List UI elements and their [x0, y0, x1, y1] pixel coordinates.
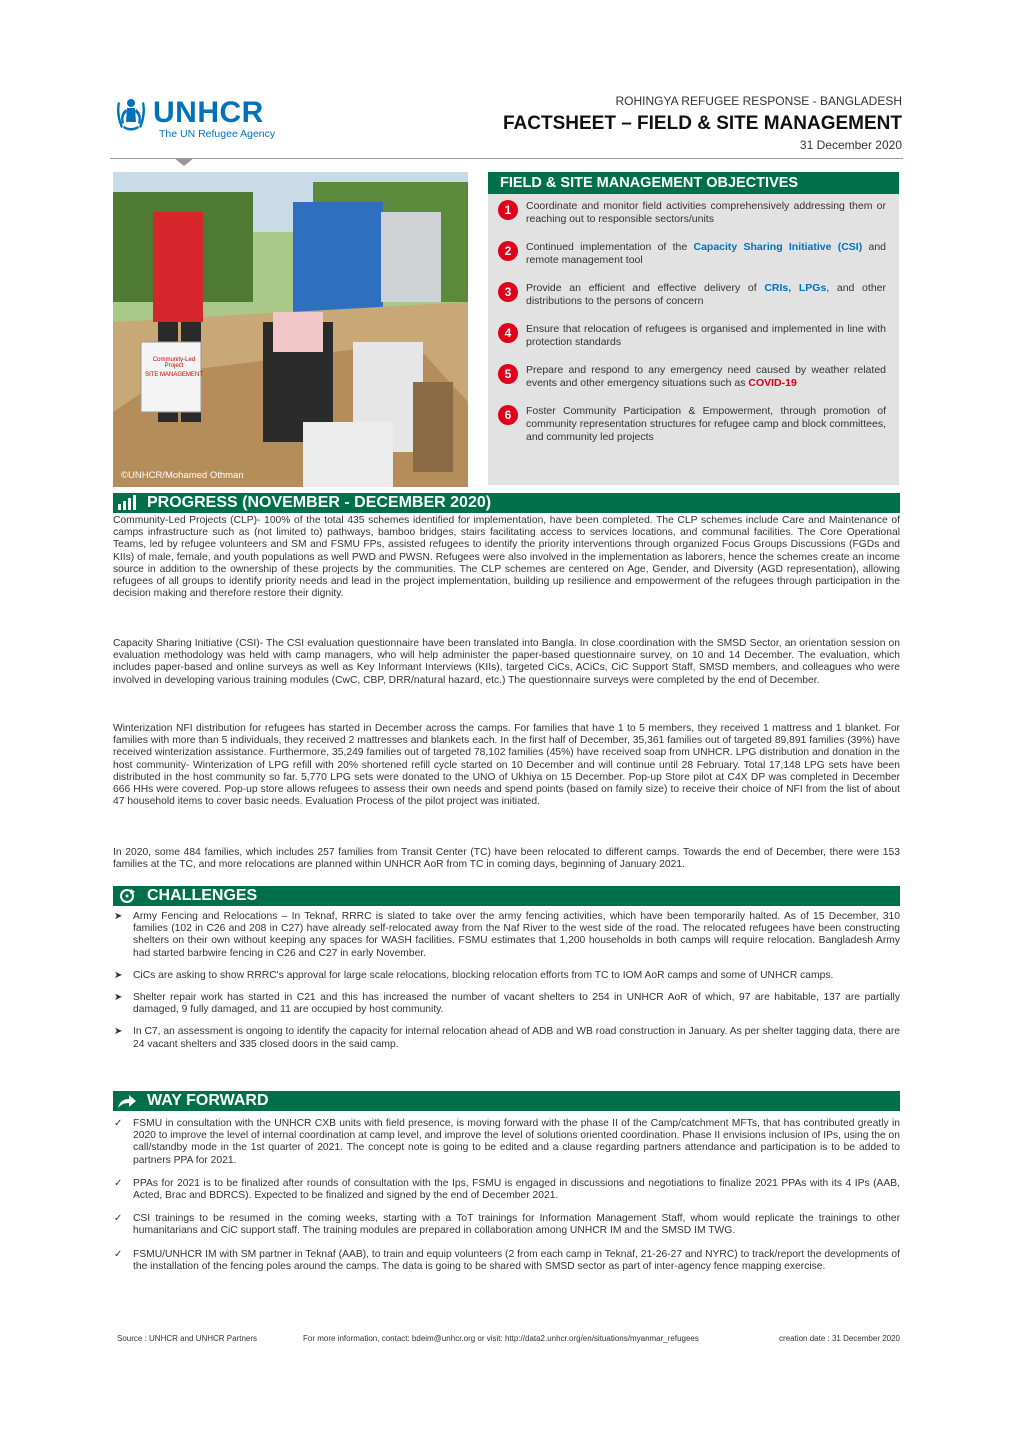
- objectives-heading: FIELD & SITE MANAGEMENT OBJECTIVES: [488, 172, 899, 194]
- challenges-heading: CHALLENGES: [147, 887, 258, 904]
- progress-paragraph: Winterization NFI distribution for refugees has started in December across the camps. For families that have 1 to 5 members, they received 1 mattress and 1 blanket. For families with more than 5 individuals, they received 2 mattresses and blankets each. In the first half of December, 35,361 families out of targeted 89,891 families (39%) have received winterization assistance. Furthermore, 35,249 families out of targeted 78,102 families (45%) have received soap from UNHCR. LPG distribution and donation in the host community- Winterization of LPG refill with 20% shortened refill cycle started on 10 December and will continue until 28 February. Total 17,148 LPG sets have been distributed in the host community so far. 5,770 LPG sets were donated to the UNO of Ukhiya on 15 December. Pop-up Store pilot at C4X DP was completed in December 666 HHs were covered. Pop-up store allows refugees to assess their own needs and spend points (based on family size) to receive their choice of NFI from the list of about 47 household items to cover basic needs. Evaluation Process of the pilot project was initiated.: [113, 723, 900, 808]
- supertitle: ROHINGYA REFUGEE RESPONSE - BANGLADESH: [615, 94, 902, 108]
- objective-number: 3: [498, 282, 518, 302]
- sign-text-1: Community-Led Project: [152, 357, 196, 369]
- progress-heading: PROGRESS (NOVEMBER - DECEMBER 2020): [147, 494, 492, 511]
- page-title: FACTSHEET – FIELD & SITE MANAGEMENT: [502, 113, 902, 134]
- progress-section-header: [113, 493, 900, 513]
- challenge-item: ➤ In C7, an assessment is ongoing to identify the capacity for internal relocation ahead of ADB and WB road construction in January. As per shelter tagging data, there are 24 vacant shelters and 335 closed doors in the said camp.: [114, 1026, 900, 1050]
- logo-wordmark: UNHCR: [153, 96, 264, 129]
- arrow-bullet-icon: ➤: [114, 911, 123, 922]
- arrow-bullet-icon: ➤: [114, 969, 123, 981]
- way-forward-item: ✓ CSI trainings to be resumed in the coming weeks, starting with a ToT trainings for Information Management Staff, whom would replicate the trainings to other humanitarians and CiC support staff. The training modules are prepared in collaboration among UNHCR IM and the SMSD IM TWG.: [114, 1213, 900, 1237]
- photo-illustration: [113, 172, 468, 487]
- refresh-icon: [117, 888, 137, 904]
- way-forward-list: [113, 1118, 900, 1273]
- field-photo: [113, 172, 468, 487]
- objective-item: [488, 364, 899, 404]
- way-forward-item: ✓ FSMU/UNHCR IM with SM partner in Teknaf (AAB), to train and equip volunteers (2 from each camp in Teknaf, 21-26-27 and NYRC) to track/report the developments of the installation of the fencing poles around the camps. The data is going to be shared with SMSD sector as part of inter-agency fence mapping exercise.: [114, 1248, 900, 1272]
- objective-text: Provide an efficient and effective delivery of CRIs, LPGs, and other distributions to the persons of concern: [526, 282, 886, 307]
- objective-text: Continued implementation of the Capacity Sharing Initiative (CSI) and remote management tool: [526, 241, 886, 266]
- check-bullet-icon: ✓: [114, 1177, 123, 1189]
- progress-paragraph: In 2020, some 484 families, which includes 257 families from Transit Center (TC) have been relocated to different camps. Towards the end of December, there were 153 families at the TC, and more relocations are planned within UNHCR AoR from TC in coming days, beginning of January 2021.: [113, 847, 900, 871]
- objective-text: Prepare and respond to any emergency need caused by weather related events and other emergency situations such as COVID-19: [526, 364, 886, 389]
- progress-paragraph: Capacity Sharing Initiative (CSI)- The CSI evaluation questionnaire have been translated into Bangla. In close coordination with the SMSD Sector, an orientation session on evaluation methodology was held with camp managers, who will help administer the paper-based questionnaire survey, on 10 and 14 December. The evaluation, which includes paper-based and online surveys as well as Key Informant Interviews (KIIs), targeted CiCs, ACiCs, CiC Support Staff, SMSD members, and colleagues who were involved in developing various training modules (CwC, CBP, DRR/natural hazard, etc.) The questionnaire surveys were completed by the end of December.: [113, 638, 900, 686]
- check-bullet-icon: ✓: [114, 1118, 123, 1129]
- arrow-bullet-icon: ➤: [114, 992, 123, 1004]
- bar-chart-icon: [117, 495, 137, 511]
- objective-text: Ensure that relocation of refugees is organised and implemented in line with protection standards: [526, 323, 886, 348]
- challenge-item: ➤ Shelter repair work has started in C21 and this has increased the number of vacant shelters to 254 in UNHCR AoR of which, 97 are habitable, 137 are partially damaged, 9 fully damaged, and 11 are occupied by host community.: [114, 992, 900, 1016]
- challenges-section-header: [113, 886, 900, 906]
- footer-contact[interactable]: For more information, contact: bdeim@unhcr.org or visit: http://data2.unhcr.org/en/situations/myanmar_refugees: [303, 1334, 699, 1343]
- footer-source: Source : UNHCR and UNHCR Partners: [117, 1334, 258, 1343]
- challenge-item: ➤ Army Fencing and Relocations – In Teknaf, RRRC is slated to take over the army fencing activities, which have been temporarily halted. As of 15 December, 310 families (102 in C26 and 208 in C27) have already self-relocated away from the Naf River to the west side of the road. The relocated refugees have been constructing shelters on their own without keeping any spaces for WASH facilities. FSMU estimates that 1,200 households in both camps will require relocation. Bangladesh Army had started barbwire fencing in C26 and C27 in early November.: [114, 911, 900, 959]
- header-divider: [110, 158, 903, 159]
- logo-tagline: The UN Refugee Agency: [159, 128, 276, 140]
- objective-number: 6: [498, 405, 518, 425]
- objective-item: [488, 405, 899, 455]
- objective-item: [488, 241, 899, 281]
- objective-item: [488, 200, 899, 240]
- objective-number: 1: [498, 200, 518, 220]
- challenges-list: [113, 911, 900, 1051]
- sign-text-2: SITE MANAGEMENT: [145, 372, 204, 378]
- way-forward-section-header: [113, 1091, 900, 1111]
- unhcr-logo-icon: [113, 94, 149, 134]
- header-titles: [382, 94, 902, 152]
- objective-item: [488, 323, 899, 363]
- challenge-item: ➤ CiCs are asking to show RRRC's approval for large scale relocations, blocking relocation efforts from TC to IOM AoR camps and some of UNHCR camps.: [114, 969, 834, 981]
- objective-number: 2: [498, 241, 518, 261]
- progress-paragraph: Community-Led Projects (CLP)- 100% of the total 435 schemes identified for implementation, have been completed. The CLP schemes include Care and Maintenance of camps infrastructure such as (not limited to) pathways, bamboo bridges, stairs facilitating access to services locations, and communal facilities. The Core Operational Teams, led by refugee volunteers and SM and FSMU FPs, assisted refugees to identify the priority interventions through organized Focus Groups Discussions (FGDs and KIIs) of male, female, and youth populations as well PWD and PWSN. Refugees were also involved in the implementation as laborers, hence the schemes create an income source in addition to the ownership of these projects by the communities. The CLP schemes are centered on Age, Gender, and Diversity (AGD representation), allowing refugees of all groups to identify priority needs and lead in the project implementation, building up resilience and empowerment of the refugees through participation in the decision making and therefore restore their dignity.: [113, 515, 900, 600]
- objective-number: 5: [498, 364, 518, 384]
- unhcr-logo: [113, 94, 293, 144]
- header-date: 31 December 2020: [799, 138, 902, 152]
- arrow-forward-icon: [117, 1093, 137, 1109]
- objective-text: Foster Community Participation & Empowerment, through promotion of community representation structures for refugee camp and block committees, and community led projects: [526, 405, 886, 443]
- check-bullet-icon: ✓: [114, 1213, 123, 1225]
- objective-number: 4: [498, 323, 518, 343]
- divider-pointer: [174, 158, 194, 166]
- footer-creation-date: creation date : 31 December 2020: [779, 1334, 900, 1343]
- way-forward-heading: WAY FORWARD: [147, 1092, 269, 1109]
- arrow-bullet-icon: ➤: [114, 1026, 123, 1038]
- objective-text: Coordinate and monitor field activities comprehensively addressing them or reaching out to responsible sectors/units: [526, 200, 886, 225]
- objective-item: [488, 282, 899, 322]
- way-forward-item: ✓ PPAs for 2021 is to be finalized after rounds of consultation with the Ips, FSMU is engaged in discussions and negotiations to finalize 2021 PPAs with its 4 IPs (AAB, Acted, Brac and BDRCS). Expected to be finalized and signed by the end of December 2021.: [114, 1177, 900, 1202]
- check-bullet-icon: ✓: [114, 1248, 123, 1260]
- way-forward-item: ✓ FSMU in consultation with the UNHCR CXB units with field presence, is moving forward with the phase II of the Camp/catchment MFTs, that has contributed greatly in 2020 to improve the level of internal coordination at camp level, and improve the level of solutions oriented coordination. Phase II envisions inclusion of IPs, using the on call/standby mode in the 1st quarter of 2021. The concept note is going to be edited and a clause regarding partners attendance and participation is to be added to partners PPA for 2021.: [114, 1118, 900, 1166]
- photo-credit: ©UNHCR/Mohamed Othman: [121, 470, 244, 481]
- objectives-panel: [488, 172, 899, 485]
